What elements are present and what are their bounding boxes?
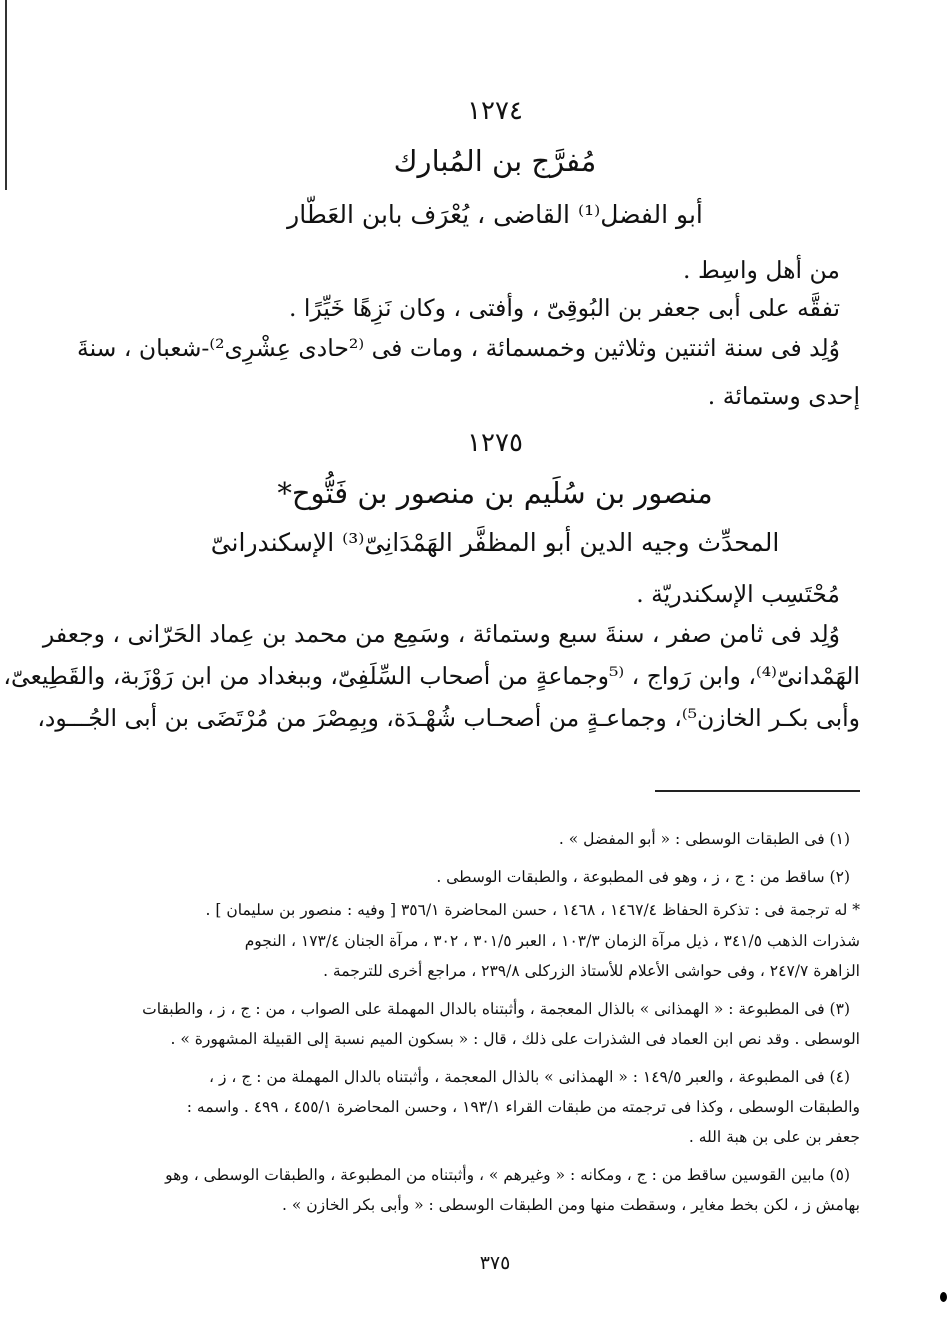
footnote-line: والطبقات الوسطى ، وكذا فى ترجمته من طبقات القراء ١٩٣/١ ، وحسن المحاضرة ٤٥٥/١ ، ٤٩٩ . واسمه : — [186, 1098, 860, 1116]
body-line: وأبى بكـر الخازن⁵⁾، وجماعـةٍ من أصحـاب شُهْـدَة، وبِمِصْرَ من مُرْتَضَى بن أبى الجُـــود، — [37, 704, 860, 732]
body-line: من أهل واسِط . — [683, 256, 840, 284]
footnote-line: جعفر بن على بن هبة الله . — [688, 1128, 860, 1146]
footnote-separator — [655, 790, 860, 792]
footnote-line: * له ترجمة فى : تذكرة الحفاظ ١٤٦٧/٤ ، ١٤٦٨ ، حسن المحاضرة ٣٥٦/١ [ وفيه : منصور بن سليمان ] . — [205, 901, 860, 919]
footnote-line: الزاهرة ٢٤٧/٧ ، وفى حواشى الأعلام للأستاذ الزركلى ٢٣٩/٨ ، مراجع أخرى للترجمة . — [323, 962, 860, 980]
entry-number: ١٢٧٤ — [467, 96, 523, 126]
footnote-line: (٢) ساقط من : ج ، ز ، وهو فى المطبوعة ، والطبقات الوسطى . — [436, 868, 850, 886]
body-line: إحدى وستمائة . — [707, 382, 860, 410]
body-line: الهَمْدانىّ⁽⁴⁾، وابن رَواج ، ⁽⁵وجماعةٍ من أصحاب السِّلَفِىّ، وببغداد من ابن رَوْزَبة، والقَطِيعىّ، — [3, 662, 860, 690]
body-line: مُحْتَسِب الإسكندريّة . — [636, 580, 840, 608]
footnote-line: بهامش ز ، لكن بخط مغاير ، وسقطت منها ومن الطبقات الوسطى : « وأبى بكر الخازن » . — [281, 1196, 860, 1214]
body-line: تفقَّه على أبى جعفر بن البُوقِىّ ، وأفتى ، وكان نَزِهًا خَيِّرًا . — [288, 294, 840, 322]
body-line: وُلِد فى سنة اثنتين وثلاثين وخمسمائة ، ومات فى ⁽²حادى عِشْرِى²⁾-شعبان ، سنةَ — [76, 334, 840, 362]
footnote-line: (١) فى الطبقات الوسطى : « أبو المفضل » . — [558, 830, 850, 848]
entry-number: ١٢٧٥ — [467, 428, 523, 458]
footnote-line: (٥) مابين القوسين ساقط من : ج ، ومكانه : « وغيرهم » ، وأثبتناه من المطبوعة ، والطبقات الوسطى ، وهو — [165, 1166, 850, 1184]
page-number: ٣٧٥ — [479, 1252, 511, 1274]
footnote-line: (٣) فى المطبوعة : « الهمذانى » بالذال المعجمة ، وأثبتناه بالدال المهملة على الصواب ، من : ج ، ز ، والطبقات — [142, 1000, 850, 1018]
entry-title: منصور بن سُلَيم بن منصور بن فَتُّوح* — [277, 476, 713, 510]
entry-subtitle: المحدِّث وجيه الدين أبو المظفَّر الهَمْدَانِىّ⁽³⁾ الإسكندرانىّ — [210, 528, 780, 557]
book-page — [3, 0, 860, 1341]
entry-title: مُفرَّج بن المُبارك — [393, 144, 597, 178]
footnote-line: شذرات الذهب ٣٤١/٥ ، ذيل مرآة الزمان ١٠٣/٣ ، العبر ٣٠١/٥ ، ٣٠٢ ، مرآة الجنان ١٧٣/٤ ، النجوم — [244, 932, 860, 950]
body-line: وُلِد فى ثامن صفر ، سنةَ سبع وستمائة ، وسَمِع من محمد بن عِماد الحَرّانى ، وجعفر — [42, 620, 840, 648]
entry-subtitle: أبو الفضل⁽¹⁾ القاضى ، يُعْرَف بابن العَطّار — [287, 200, 703, 229]
margin-rule — [5, 0, 7, 190]
scan-edge-mark — [940, 1292, 947, 1302]
footnote-line: (٤) فى المطبوعة ، والعبر ١٤٩/٥ : « الهمذانى » بالذال المعجمة ، وأثبتناه بالدال المهملة من : ج ، ز ، — [209, 1068, 850, 1086]
footnote-line: الوسطى . وقد نص ابن العماد فى الشذرات على ذلك ، قال : « بسكون الميم نسبة إلى القبيلة المشهورة » . — [170, 1030, 860, 1048]
